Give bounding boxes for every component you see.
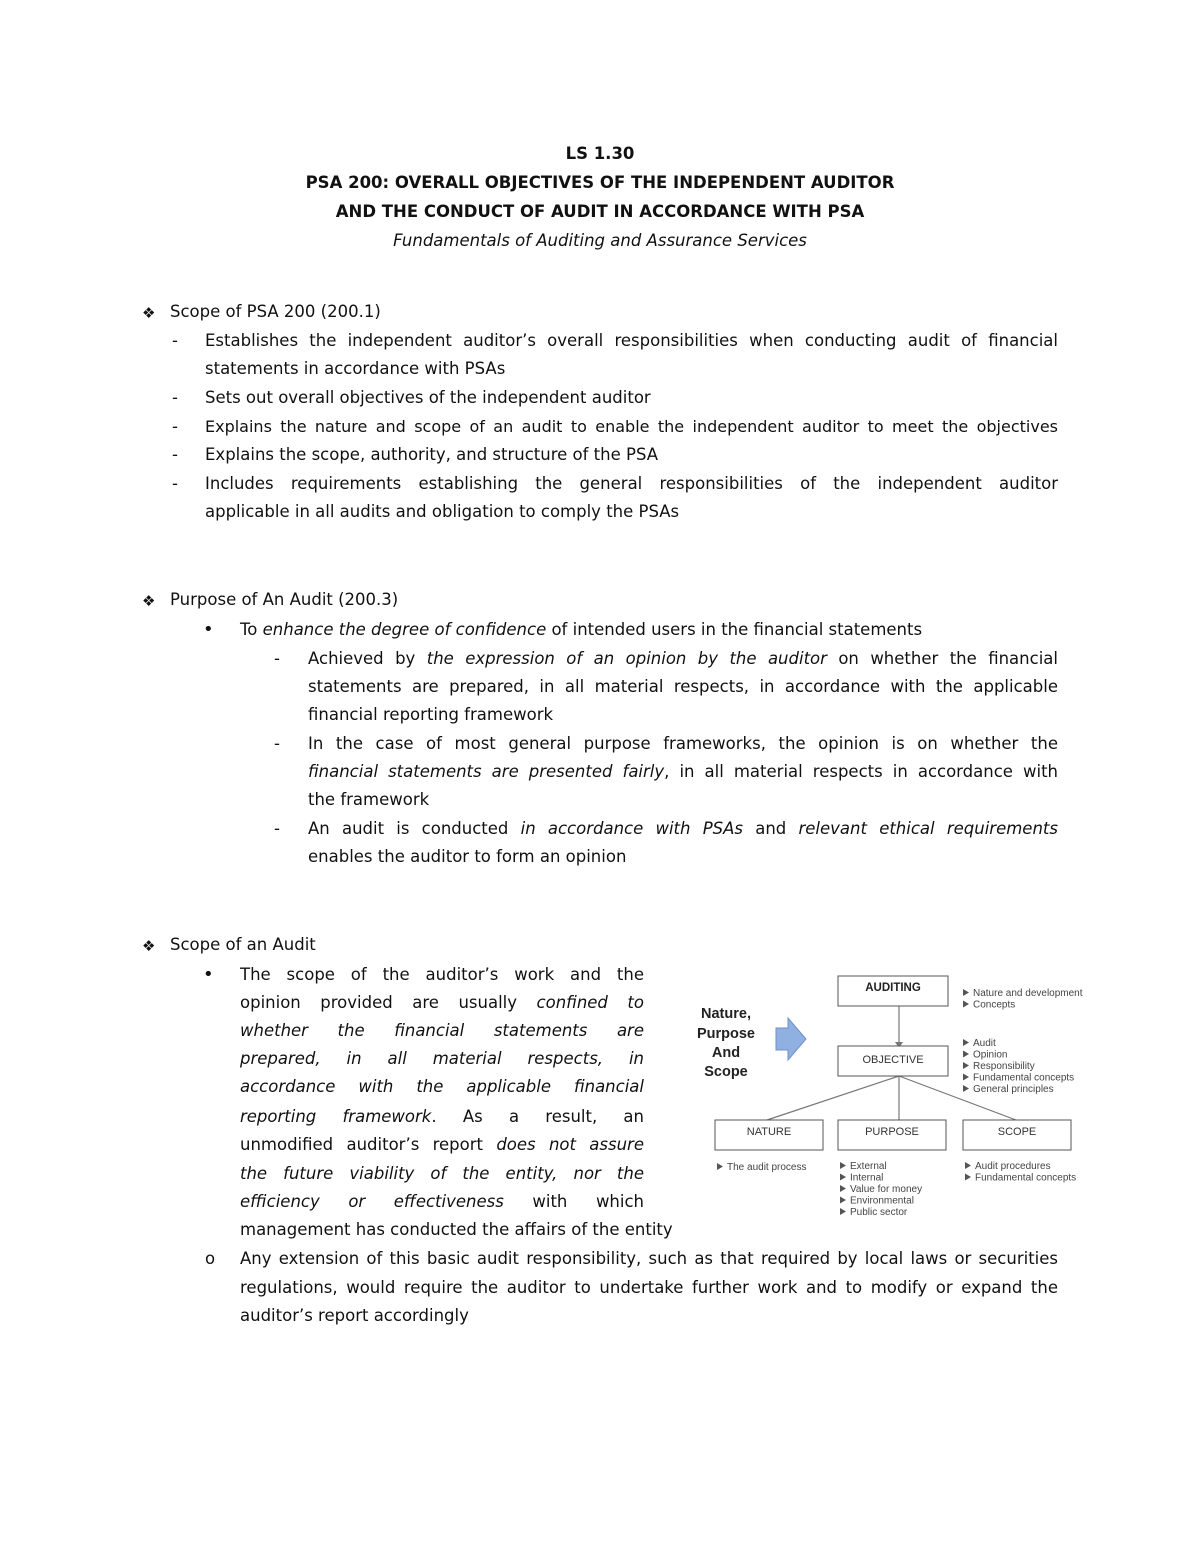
diamond-bullet-icon: ❖ (142, 937, 156, 955)
scope-audit-para-line-9: efficiency or effectiveness with which (240, 1192, 645, 1211)
purpose-heading: Purpose of An Audit (200.3) (170, 590, 399, 609)
purpose-sub-3-line-2: enables the auditor to form an opinion (308, 847, 627, 866)
scope-psa-item-1-line-2: statements in accordance with PSAs (205, 359, 506, 378)
audit-diagram (680, 960, 1120, 1225)
note-arrow-icon (717, 1163, 723, 1170)
note-arrow-icon (963, 1051, 969, 1058)
dash-bullet-icon: - (172, 474, 178, 493)
purpose-sub-3-line-1: An audit is conducted in accordance with PSAs and relevant ethical requirements (308, 819, 1058, 838)
scope-psa-heading: Scope of PSA 200 (200.1) (170, 302, 381, 321)
dash-bullet-icon: - (274, 819, 280, 838)
note-arrow-icon (963, 989, 969, 996)
purpose-note: Public sector (850, 1207, 908, 1218)
scope-audit-o-line-2: regulations, would require the auditor to undertake further work and to modify or expand the (240, 1278, 1058, 1297)
scope-note: Audit procedures (975, 1161, 1051, 1172)
diagram-notes (717, 988, 1083, 1218)
note-arrow-icon (963, 1039, 969, 1046)
scope-psa-item-1-line-1: Establishes the independent auditor’s overall responsibilities when conducting audit of financial (205, 331, 1058, 350)
circle-bullet-icon: o (205, 1249, 216, 1268)
objective-note: General principles (973, 1084, 1054, 1095)
diagram-side-label-2: Purpose (696, 1026, 756, 1042)
note-arrow-icon (963, 1074, 969, 1081)
note-arrow-icon (840, 1162, 846, 1169)
scope-note: Fundamental concepts (975, 1172, 1077, 1184)
note-arrow-icon (840, 1208, 846, 1215)
dash-bullet-icon: - (172, 331, 178, 350)
note-arrow-icon (963, 1001, 969, 1008)
purpose-sub-2-line-1: In the case of most general purpose frameworks, the opinion is on whether the (308, 734, 1058, 753)
purpose-sub-1-line-2: statements are prepared, in all material respects, in accordance with the applicable (308, 677, 1058, 696)
scope-audit-heading: Scope of an Audit (170, 935, 316, 954)
purpose-box-label: PURPOSE (865, 1126, 919, 1138)
purpose-sub-2-line-3: the framework (308, 790, 430, 809)
note-arrow-icon (840, 1185, 846, 1192)
diagram-side-label-3: And (711, 1045, 741, 1061)
note-arrow-icon (963, 1062, 969, 1069)
objective-note: Responsibility (973, 1061, 1035, 1072)
note-arrow-icon (963, 1085, 969, 1092)
dash-bullet-icon: - (172, 445, 178, 464)
scope-audit-para-line-10: management has conducted the affairs of the entity (240, 1220, 673, 1239)
scope-audit-o-line-1: Any extension of this basic audit responsibility, such as that required by local laws or securities (240, 1249, 1058, 1268)
purpose-note: Internal (850, 1172, 884, 1184)
dash-bullet-icon: - (172, 417, 178, 436)
scope-box-label: SCOPE (997, 1126, 1037, 1138)
objective-note: Opinion (973, 1049, 1008, 1061)
right-arrow-icon (776, 1018, 806, 1060)
purpose-sub-2-line-2: financial statements are presented fairly, in all material respects in accordance with (308, 762, 1058, 781)
auditing-note: Nature and development (973, 988, 1083, 999)
subtitle: Fundamentals of Auditing and Assurance Services (393, 231, 807, 250)
auditing-note: Concepts (973, 999, 1016, 1011)
connector-objective-nature (767, 1076, 899, 1120)
scope-psa-item-4: Explains the scope, authority, and structure of the PSA (205, 445, 659, 464)
diamond-bullet-icon: ❖ (142, 304, 156, 322)
nature-note: The audit process (727, 1162, 807, 1173)
dash-bullet-icon: - (172, 388, 178, 407)
diagram-side-label-4: Scope (704, 1064, 748, 1080)
scope-psa-item-2: Sets out overall objectives of the independent auditor (205, 388, 651, 407)
scope-audit-para-line-7: unmodified auditor’s report does not assure (240, 1135, 644, 1154)
purpose-note: External (850, 1161, 887, 1172)
scope-audit-para-line-3: whether the financial statements are (240, 1021, 644, 1040)
diagram-side-label-1: Nature, (701, 1006, 751, 1022)
scope-audit-para-line-4: prepared, in all material respects, in (240, 1049, 644, 1068)
note-arrow-icon (840, 1197, 846, 1204)
objective-box-label: OBJECTIVE (862, 1054, 924, 1066)
diamond-bullet-icon: ❖ (142, 592, 156, 610)
note-arrow-icon (965, 1174, 971, 1181)
dash-bullet-icon: - (274, 734, 280, 753)
objective-note: Audit (973, 1038, 996, 1049)
purpose-sub-1-line-3: financial reporting framework (308, 705, 554, 724)
dot-bullet-icon: • (203, 964, 214, 985)
objective-note: Fundamental concepts (973, 1072, 1075, 1084)
scope-audit-o-line-3: auditor’s report accordingly (240, 1306, 469, 1325)
auditing-box-label: AUDITING (865, 982, 921, 994)
lesson-code: LS 1.30 (565, 144, 635, 163)
purpose-note: Environmental (850, 1195, 914, 1207)
note-arrow-icon (840, 1174, 846, 1181)
nature-box-label: NATURE (746, 1126, 792, 1138)
dash-bullet-icon: - (274, 649, 280, 668)
purpose-note: Value for money (850, 1184, 923, 1195)
dot-bullet-icon: • (203, 619, 214, 640)
purpose-sub-1-line-1: Achieved by the expression of an opinion by the auditor on whether the financial (308, 649, 1058, 668)
scope-audit-para-line-1: The scope of the auditor’s work and the (240, 965, 644, 984)
scope-audit-para-line-8: the future viability of the entity, nor the (240, 1164, 644, 1183)
title-line-1: PSA 200: OVERALL OBJECTIVES OF THE INDEPENDENT AUDITOR (305, 173, 895, 192)
scope-psa-item-5-line-1: Includes requirements establishing the general responsibilities of the independent auditor (205, 474, 1058, 493)
scope-psa-item-3: Explains the nature and scope of an audit to enable the independent auditor to meet the objectives (205, 417, 1058, 436)
scope-audit-para-line-2: opinion provided are usually confined to (240, 993, 644, 1012)
scope-audit-para-line-6: reporting framework. As a result, an (240, 1107, 644, 1126)
purpose-bullet: To enhance the degree of confidence of intended users in the financial statements (240, 620, 923, 639)
scope-audit-para-line-5: accordance with the applicable financial (240, 1077, 644, 1096)
note-arrow-icon (965, 1162, 971, 1169)
scope-psa-item-5-line-2: applicable in all audits and obligation to comply the PSAs (205, 502, 680, 521)
title-line-2: AND THE CONDUCT OF AUDIT IN ACCORDANCE WITH PSA (335, 202, 865, 221)
